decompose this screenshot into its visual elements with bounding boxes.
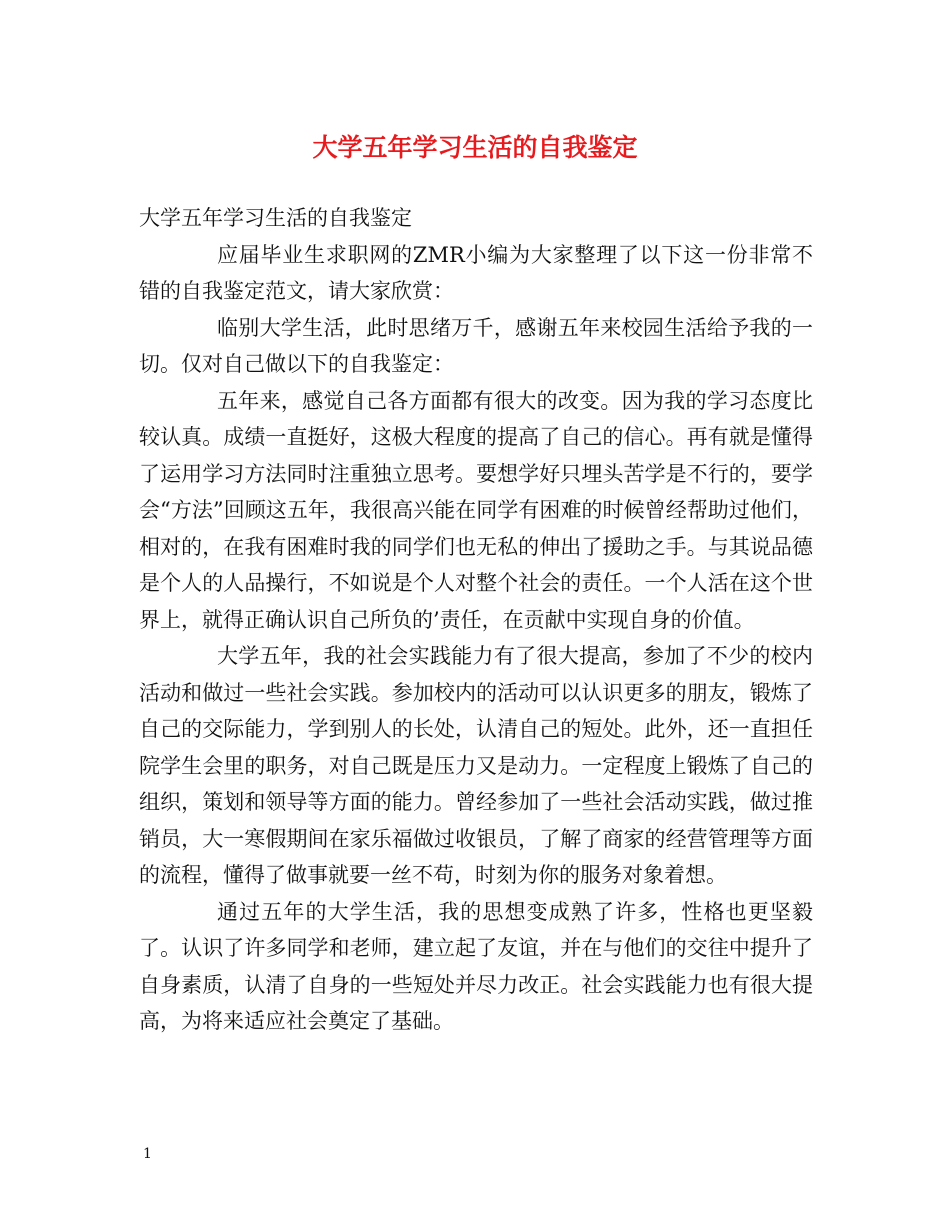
paragraph-practice: 大学五年，我的社会实践能力有了很大提高，参加了不少的校内活动和做过一些社会实践。参加校内的活动可以认识更多的朋友，锻炼了自己的交际能力，学到别人的长处，认清自己的短处。此外，还一直担任院学生会里的职务，对自己既是压力又是动力。一定程度上锻炼了自己的组织，策划和领导等方面的能力。曾经参加了一些社会活动实践，做过推销员，大一寒假期间在家乐福做过收银员，了解了商家的经营管理等方面的流程，懂得了做事就要一丝不苟，时刻为你的服务对象着想。 [139,644,813,887]
document-body [139,200,813,1040]
paragraph-study: 五年来，感觉自己各方面都有很大的改变。因为我的学习态度比较认真。成绩一直挺好，这极大程度的提高了自己的信心。再有就是懂得了运用学习方法同时注重独立思考。要想学好只埋头苦学是不行的，要学会“方法”回顾这五年，我很高兴能在同学有困难的时候曾经帮助过他们，相对的，在我有困难时我的同学们也无私的伸出了援助之手。与其说品德是个人的人品操行，不如说是个人对整个社会的责任。一个人活在这个世界上，就得正确认识自己所负的’责任，在贡献中实现自身的价值。 [139,388,813,632]
document-title: 大学五年学习生活的自我鉴定 [312,133,638,162]
paragraph-farewell: 临别大学生活，此时思绪万千，感谢五年来校园生活给予我的一切。仅对自己做以下的自我鉴定： [139,315,813,376]
document-subtitle: 大学五年学习生活的自我鉴定 [139,206,412,230]
paragraph-summary: 通过五年的大学生活，我的思想变成熟了许多，性格也更坚毅了。认识了许多同学和老师，建立起了友谊，并在与他们的交往中提升了自身素质，认清了自身的一些短处并尽力改正。社会实践能力也有很大提高，为将来适应社会奠定了基础。 [139,899,813,1033]
paragraph-intro: 应届毕业生求职网的ZMR小编为大家整理了以下这一份非常不错的自我鉴定范文，请大家欣赏： [139,242,813,303]
page-number: 1 [143,1146,152,1162]
